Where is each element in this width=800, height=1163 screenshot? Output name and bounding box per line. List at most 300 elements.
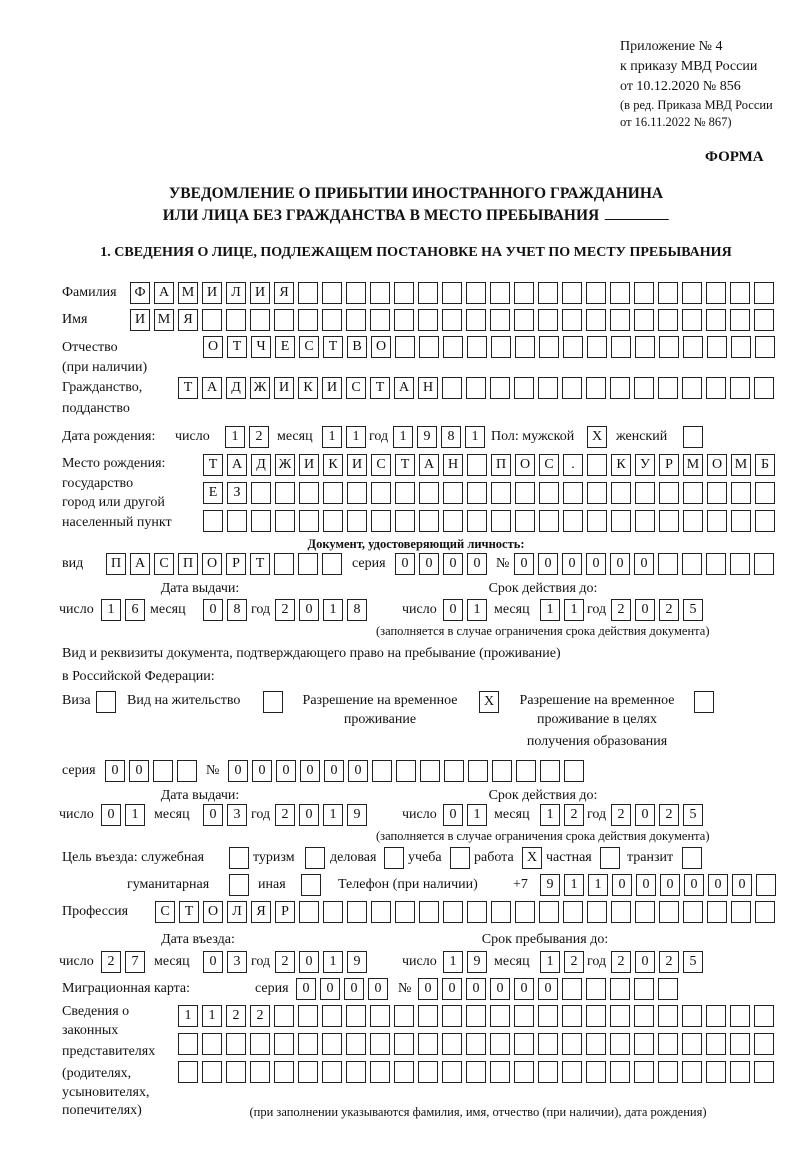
- char-cell[interactable]: [395, 901, 415, 923]
- char-cell[interactable]: 2: [275, 951, 295, 973]
- char-cell[interactable]: Т: [370, 377, 390, 399]
- char-cell[interactable]: [491, 510, 511, 532]
- char-cell[interactable]: 2: [226, 1005, 246, 1027]
- char-cell[interactable]: 0: [635, 599, 655, 621]
- char-cell[interactable]: Р: [275, 901, 295, 923]
- visa-checkbox[interactable]: [96, 691, 116, 713]
- char-cell[interactable]: [634, 309, 654, 331]
- char-cell[interactable]: [514, 1033, 534, 1055]
- char-cell[interactable]: 1: [443, 951, 463, 973]
- char-cell[interactable]: 0: [296, 978, 316, 1000]
- char-cell[interactable]: 0: [660, 874, 680, 896]
- char-cell[interactable]: 1: [467, 599, 487, 621]
- char-cell[interactable]: 9: [417, 426, 437, 448]
- char-cell[interactable]: [706, 553, 726, 575]
- char-cell[interactable]: 1: [467, 804, 487, 826]
- char-cell[interactable]: К: [611, 454, 631, 476]
- stay-number-field[interactable]: [228, 760, 584, 782]
- char-cell[interactable]: 1: [564, 874, 584, 896]
- char-cell[interactable]: [442, 377, 462, 399]
- char-cell[interactable]: 6: [125, 599, 145, 621]
- char-cell[interactable]: [490, 377, 510, 399]
- char-cell[interactable]: Я: [274, 282, 294, 304]
- char-cell[interactable]: 1: [101, 599, 121, 621]
- char-cell[interactable]: [562, 282, 582, 304]
- char-cell[interactable]: О: [203, 901, 223, 923]
- char-cell[interactable]: Ж: [275, 454, 295, 476]
- char-cell[interactable]: [539, 901, 559, 923]
- char-cell[interactable]: [515, 901, 535, 923]
- char-cell[interactable]: [539, 482, 559, 504]
- char-cell[interactable]: [299, 482, 319, 504]
- char-cell[interactable]: [730, 1061, 750, 1083]
- char-cell[interactable]: [490, 309, 510, 331]
- char-cell[interactable]: [394, 309, 414, 331]
- char-cell[interactable]: 0: [299, 599, 319, 621]
- char-cell[interactable]: X: [479, 691, 499, 713]
- char-cell[interactable]: [610, 978, 630, 1000]
- char-cell[interactable]: [562, 1033, 582, 1055]
- purpose-study-checkbox[interactable]: [450, 847, 470, 869]
- char-cell[interactable]: [658, 309, 678, 331]
- char-cell[interactable]: [659, 901, 679, 923]
- char-cell[interactable]: [371, 482, 391, 504]
- char-cell[interactable]: [659, 482, 679, 504]
- char-cell[interactable]: 2: [611, 951, 631, 973]
- char-cell[interactable]: [420, 760, 440, 782]
- char-cell[interactable]: Т: [227, 336, 247, 358]
- char-cell[interactable]: [467, 454, 487, 476]
- char-cell[interactable]: 0: [538, 978, 558, 1000]
- char-cell[interactable]: А: [394, 377, 414, 399]
- char-cell[interactable]: 2: [275, 804, 295, 826]
- char-cell[interactable]: [658, 282, 678, 304]
- char-cell[interactable]: [418, 1005, 438, 1027]
- char-cell[interactable]: [586, 1061, 606, 1083]
- char-cell[interactable]: [730, 1005, 750, 1027]
- char-cell[interactable]: Л: [227, 901, 247, 923]
- char-cell[interactable]: [419, 901, 439, 923]
- char-cell[interactable]: К: [298, 377, 318, 399]
- char-cell[interactable]: 9: [540, 874, 560, 896]
- id-number-field[interactable]: [514, 553, 774, 575]
- char-cell[interactable]: [418, 282, 438, 304]
- char-cell[interactable]: [683, 426, 703, 448]
- stay-series-field[interactable]: [105, 760, 197, 782]
- char-cell[interactable]: [298, 553, 318, 575]
- char-cell[interactable]: Я: [251, 901, 271, 923]
- char-cell[interactable]: 2: [659, 951, 679, 973]
- reps-field-3[interactable]: [178, 1061, 774, 1083]
- birth-place-field-2[interactable]: [203, 482, 775, 504]
- char-cell[interactable]: 2: [564, 951, 584, 973]
- id-series-field[interactable]: [395, 553, 487, 575]
- char-cell[interactable]: М: [731, 454, 751, 476]
- char-cell[interactable]: 1: [465, 426, 485, 448]
- char-cell[interactable]: [274, 309, 294, 331]
- char-cell[interactable]: [683, 336, 703, 358]
- char-cell[interactable]: 0: [252, 760, 272, 782]
- char-cell[interactable]: [96, 691, 116, 713]
- char-cell[interactable]: [635, 482, 655, 504]
- char-cell[interactable]: Е: [275, 336, 295, 358]
- char-cell[interactable]: [466, 1061, 486, 1083]
- char-cell[interactable]: 0: [634, 553, 654, 575]
- birth-year-field[interactable]: [393, 426, 485, 448]
- char-cell[interactable]: [707, 482, 727, 504]
- char-cell[interactable]: Ч: [251, 336, 271, 358]
- char-cell[interactable]: [706, 309, 726, 331]
- char-cell[interactable]: [730, 553, 750, 575]
- char-cell[interactable]: 2: [611, 599, 631, 621]
- char-cell[interactable]: Т: [323, 336, 343, 358]
- char-cell[interactable]: [395, 336, 415, 358]
- char-cell[interactable]: [611, 482, 631, 504]
- char-cell[interactable]: 0: [586, 553, 606, 575]
- char-cell[interactable]: [730, 309, 750, 331]
- birth-place-field-3[interactable]: [203, 510, 775, 532]
- char-cell[interactable]: 1: [323, 804, 343, 826]
- char-cell[interactable]: [707, 510, 727, 532]
- char-cell[interactable]: 0: [514, 553, 534, 575]
- char-cell[interactable]: О: [371, 336, 391, 358]
- char-cell[interactable]: [755, 482, 775, 504]
- char-cell[interactable]: 0: [467, 553, 487, 575]
- char-cell[interactable]: [659, 510, 679, 532]
- char-cell[interactable]: 0: [129, 760, 149, 782]
- char-cell[interactable]: В: [347, 336, 367, 358]
- char-cell[interactable]: [394, 1061, 414, 1083]
- sex-female-checkbox[interactable]: [683, 426, 703, 448]
- profession-field[interactable]: [155, 901, 775, 923]
- entry-day-field[interactable]: [101, 951, 145, 973]
- char-cell[interactable]: [323, 482, 343, 504]
- char-cell[interactable]: [177, 760, 197, 782]
- char-cell[interactable]: [586, 1033, 606, 1055]
- char-cell[interactable]: [466, 282, 486, 304]
- char-cell[interactable]: [418, 1033, 438, 1055]
- char-cell[interactable]: [443, 901, 463, 923]
- char-cell[interactable]: [229, 847, 249, 869]
- char-cell[interactable]: [347, 901, 367, 923]
- reps-field-2[interactable]: [178, 1033, 774, 1055]
- char-cell[interactable]: [347, 510, 367, 532]
- char-cell[interactable]: [515, 482, 535, 504]
- char-cell[interactable]: [538, 282, 558, 304]
- char-cell[interactable]: [322, 1061, 342, 1083]
- char-cell[interactable]: 2: [101, 951, 121, 973]
- char-cell[interactable]: [443, 336, 463, 358]
- char-cell[interactable]: [587, 901, 607, 923]
- char-cell[interactable]: 0: [562, 553, 582, 575]
- char-cell[interactable]: 0: [708, 874, 728, 896]
- char-cell[interactable]: [683, 901, 703, 923]
- char-cell[interactable]: [611, 901, 631, 923]
- stay-valid-day-field[interactable]: [443, 804, 487, 826]
- char-cell[interactable]: [610, 1033, 630, 1055]
- char-cell[interactable]: [298, 1033, 318, 1055]
- char-cell[interactable]: 2: [659, 804, 679, 826]
- char-cell[interactable]: И: [274, 377, 294, 399]
- char-cell[interactable]: 0: [636, 874, 656, 896]
- char-cell[interactable]: 1: [322, 426, 342, 448]
- char-cell[interactable]: [370, 1033, 390, 1055]
- char-cell[interactable]: [538, 1061, 558, 1083]
- char-cell[interactable]: [227, 510, 247, 532]
- char-cell[interactable]: [396, 760, 416, 782]
- char-cell[interactable]: [682, 1033, 702, 1055]
- char-cell[interactable]: 0: [203, 951, 223, 973]
- char-cell[interactable]: 0: [442, 978, 462, 1000]
- char-cell[interactable]: 0: [368, 978, 388, 1000]
- purpose-private-checkbox[interactable]: [600, 847, 620, 869]
- char-cell[interactable]: 0: [320, 978, 340, 1000]
- char-cell[interactable]: [275, 510, 295, 532]
- char-cell[interactable]: 0: [610, 553, 630, 575]
- char-cell[interactable]: 0: [419, 553, 439, 575]
- char-cell[interactable]: [694, 691, 714, 713]
- char-cell[interactable]: [322, 1033, 342, 1055]
- char-cell[interactable]: [491, 482, 511, 504]
- char-cell[interactable]: Т: [395, 454, 415, 476]
- char-cell[interactable]: 1: [540, 951, 560, 973]
- char-cell[interactable]: С: [154, 553, 174, 575]
- char-cell[interactable]: О: [203, 336, 223, 358]
- char-cell[interactable]: И: [347, 454, 367, 476]
- char-cell[interactable]: Б: [755, 454, 775, 476]
- char-cell[interactable]: [450, 847, 470, 869]
- char-cell[interactable]: [298, 282, 318, 304]
- char-cell[interactable]: 5: [683, 804, 703, 826]
- char-cell[interactable]: [468, 760, 488, 782]
- char-cell[interactable]: [384, 847, 404, 869]
- char-cell[interactable]: [394, 1005, 414, 1027]
- char-cell[interactable]: А: [419, 454, 439, 476]
- id-kind-field[interactable]: [106, 553, 342, 575]
- char-cell[interactable]: [442, 282, 462, 304]
- char-cell[interactable]: [634, 1033, 654, 1055]
- char-cell[interactable]: [419, 336, 439, 358]
- char-cell[interactable]: [467, 336, 487, 358]
- char-cell[interactable]: 0: [635, 951, 655, 973]
- char-cell[interactable]: [274, 1005, 294, 1027]
- char-cell[interactable]: 0: [228, 760, 248, 782]
- char-cell[interactable]: 2: [659, 599, 679, 621]
- char-cell[interactable]: [755, 901, 775, 923]
- char-cell[interactable]: [514, 1005, 534, 1027]
- char-cell[interactable]: 0: [105, 760, 125, 782]
- stay-valid-month-field[interactable]: [540, 804, 584, 826]
- char-cell[interactable]: [658, 377, 678, 399]
- char-cell[interactable]: 0: [299, 951, 319, 973]
- stay-issue-day-field[interactable]: [101, 804, 145, 826]
- char-cell[interactable]: 1: [540, 599, 560, 621]
- char-cell[interactable]: [371, 510, 391, 532]
- char-cell[interactable]: [444, 760, 464, 782]
- char-cell[interactable]: [610, 282, 630, 304]
- char-cell[interactable]: И: [130, 309, 150, 331]
- char-cell[interactable]: [370, 282, 390, 304]
- char-cell[interactable]: [731, 510, 751, 532]
- char-cell[interactable]: 1: [225, 426, 245, 448]
- migration-number-field[interactable]: [418, 978, 678, 1000]
- char-cell[interactable]: 0: [324, 760, 344, 782]
- phone-field[interactable]: [540, 874, 776, 896]
- char-cell[interactable]: 9: [347, 804, 367, 826]
- stay-issue-year-field[interactable]: [275, 804, 367, 826]
- char-cell[interactable]: [755, 336, 775, 358]
- char-cell[interactable]: [202, 1033, 222, 1055]
- char-cell[interactable]: 0: [443, 553, 463, 575]
- char-cell[interactable]: [466, 309, 486, 331]
- char-cell[interactable]: [682, 1005, 702, 1027]
- char-cell[interactable]: [756, 874, 776, 896]
- char-cell[interactable]: [346, 1061, 366, 1083]
- char-cell[interactable]: [683, 510, 703, 532]
- char-cell[interactable]: [346, 1033, 366, 1055]
- char-cell[interactable]: [275, 482, 295, 504]
- char-cell[interactable]: [226, 1033, 246, 1055]
- char-cell[interactable]: О: [707, 454, 727, 476]
- place-of-stay-blank[interactable]: [605, 205, 669, 220]
- char-cell[interactable]: [682, 847, 702, 869]
- char-cell[interactable]: [682, 309, 702, 331]
- char-cell[interactable]: [394, 1033, 414, 1055]
- char-cell[interactable]: Л: [226, 282, 246, 304]
- char-cell[interactable]: [634, 1005, 654, 1027]
- char-cell[interactable]: 1: [178, 1005, 198, 1027]
- char-cell[interactable]: [706, 282, 726, 304]
- char-cell[interactable]: [492, 760, 512, 782]
- char-cell[interactable]: [538, 377, 558, 399]
- char-cell[interactable]: [229, 874, 249, 896]
- char-cell[interactable]: 0: [348, 760, 368, 782]
- surname-field[interactable]: [130, 282, 774, 304]
- char-cell[interactable]: [203, 510, 223, 532]
- char-cell[interactable]: 0: [732, 874, 752, 896]
- char-cell[interactable]: [514, 1061, 534, 1083]
- char-cell[interactable]: [587, 454, 607, 476]
- char-cell[interactable]: Я: [178, 309, 198, 331]
- char-cell[interactable]: [274, 1061, 294, 1083]
- char-cell[interactable]: 5: [683, 951, 703, 973]
- char-cell[interactable]: [443, 482, 463, 504]
- char-cell[interactable]: 3: [227, 804, 247, 826]
- char-cell[interactable]: [299, 510, 319, 532]
- char-cell[interactable]: [514, 377, 534, 399]
- char-cell[interactable]: 8: [441, 426, 461, 448]
- char-cell[interactable]: 8: [347, 599, 367, 621]
- char-cell[interactable]: 0: [684, 874, 704, 896]
- char-cell[interactable]: 7: [125, 951, 145, 973]
- char-cell[interactable]: [539, 510, 559, 532]
- char-cell[interactable]: [540, 760, 560, 782]
- purpose-work-checkbox[interactable]: [522, 847, 542, 869]
- id-valid-month-field[interactable]: [540, 599, 584, 621]
- id-issue-month-field[interactable]: [203, 599, 247, 621]
- char-cell[interactable]: О: [202, 553, 222, 575]
- residence-permit-checkbox[interactable]: [263, 691, 283, 713]
- char-cell[interactable]: П: [106, 553, 126, 575]
- char-cell[interactable]: [226, 1061, 246, 1083]
- char-cell[interactable]: [539, 336, 559, 358]
- citizenship-field[interactable]: [178, 377, 774, 399]
- entry-month-field[interactable]: [203, 951, 247, 973]
- char-cell[interactable]: 0: [203, 804, 223, 826]
- char-cell[interactable]: [466, 377, 486, 399]
- char-cell[interactable]: [323, 901, 343, 923]
- char-cell[interactable]: [491, 336, 511, 358]
- char-cell[interactable]: [491, 901, 511, 923]
- char-cell[interactable]: 0: [635, 804, 655, 826]
- char-cell[interactable]: [682, 377, 702, 399]
- char-cell[interactable]: [298, 1061, 318, 1083]
- char-cell[interactable]: А: [154, 282, 174, 304]
- char-cell[interactable]: [586, 978, 606, 1000]
- char-cell[interactable]: [490, 282, 510, 304]
- char-cell[interactable]: [263, 691, 283, 713]
- char-cell[interactable]: 0: [612, 874, 632, 896]
- char-cell[interactable]: [610, 377, 630, 399]
- char-cell[interactable]: [586, 1005, 606, 1027]
- char-cell[interactable]: [153, 760, 173, 782]
- char-cell[interactable]: [305, 847, 325, 869]
- char-cell[interactable]: [707, 336, 727, 358]
- char-cell[interactable]: 0: [466, 978, 486, 1000]
- char-cell[interactable]: Т: [179, 901, 199, 923]
- char-cell[interactable]: [731, 901, 751, 923]
- char-cell[interactable]: 9: [467, 951, 487, 973]
- char-cell[interactable]: 1: [202, 1005, 222, 1027]
- char-cell[interactable]: 1: [393, 426, 413, 448]
- char-cell[interactable]: [251, 510, 271, 532]
- id-valid-year-field[interactable]: [611, 599, 703, 621]
- char-cell[interactable]: [634, 978, 654, 1000]
- char-cell[interactable]: [178, 1033, 198, 1055]
- temp-residence-checkbox[interactable]: [479, 691, 499, 713]
- char-cell[interactable]: П: [491, 454, 511, 476]
- char-cell[interactable]: [466, 1033, 486, 1055]
- char-cell[interactable]: М: [178, 282, 198, 304]
- char-cell[interactable]: С: [371, 454, 391, 476]
- purpose-tourism-checkbox[interactable]: [305, 847, 325, 869]
- char-cell[interactable]: [178, 1061, 198, 1083]
- char-cell[interactable]: [515, 336, 535, 358]
- char-cell[interactable]: [298, 309, 318, 331]
- char-cell[interactable]: [730, 377, 750, 399]
- char-cell[interactable]: 0: [514, 978, 534, 1000]
- char-cell[interactable]: [538, 309, 558, 331]
- migration-series-field[interactable]: [296, 978, 388, 1000]
- char-cell[interactable]: [730, 1033, 750, 1055]
- stay-issue-month-field[interactable]: [203, 804, 247, 826]
- char-cell[interactable]: [563, 482, 583, 504]
- char-cell[interactable]: [419, 510, 439, 532]
- char-cell[interactable]: 1: [346, 426, 366, 448]
- char-cell[interactable]: [706, 377, 726, 399]
- char-cell[interactable]: [562, 1005, 582, 1027]
- sex-male-checkbox[interactable]: [587, 426, 607, 448]
- char-cell[interactable]: [442, 1061, 462, 1083]
- char-cell[interactable]: А: [202, 377, 222, 399]
- char-cell[interactable]: [658, 553, 678, 575]
- char-cell[interactable]: 2: [611, 804, 631, 826]
- char-cell[interactable]: [587, 336, 607, 358]
- char-cell[interactable]: 0: [203, 599, 223, 621]
- char-cell[interactable]: 0: [276, 760, 296, 782]
- char-cell[interactable]: Ф: [130, 282, 150, 304]
- char-cell[interactable]: [635, 336, 655, 358]
